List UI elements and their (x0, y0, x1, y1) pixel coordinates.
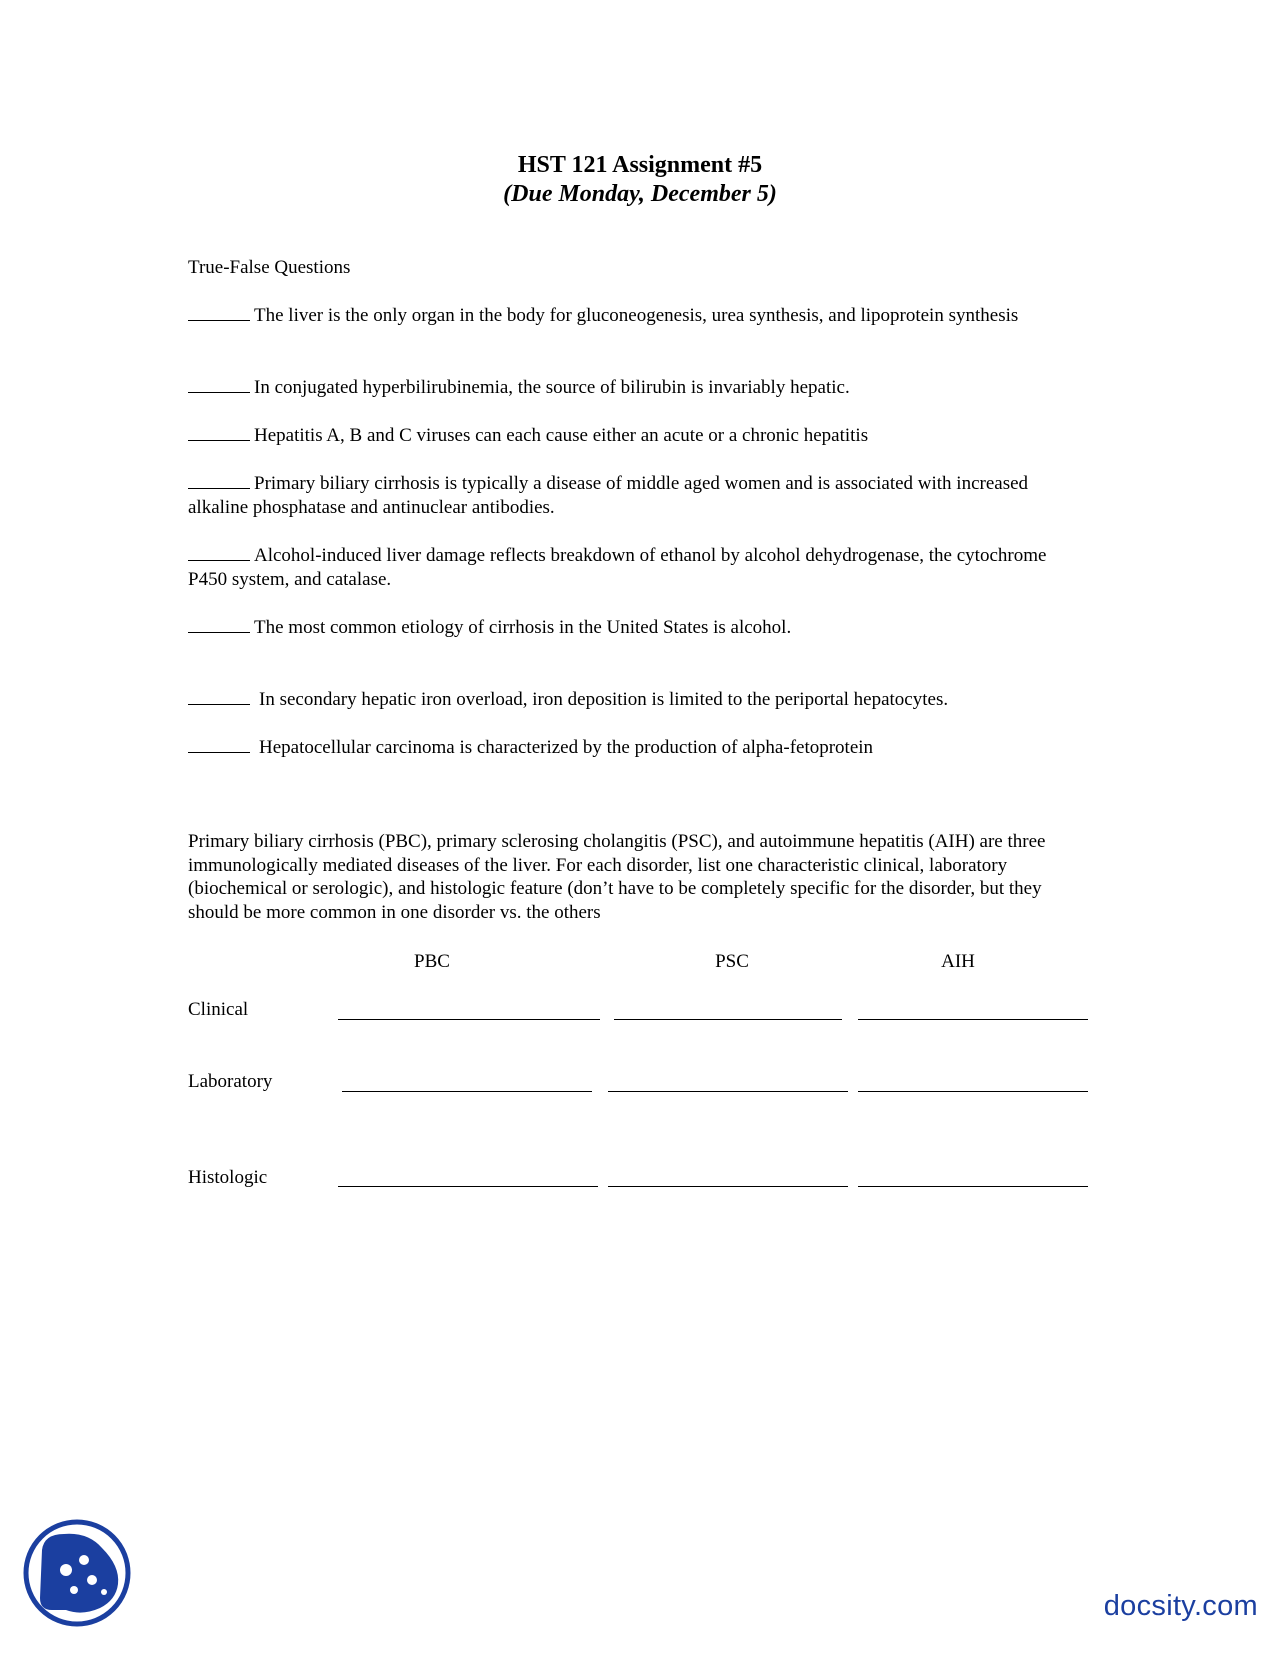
question-3 (188, 423, 1088, 448)
answer-line-histologic-psc[interactable] (608, 1186, 848, 1187)
question-text: In conjugated hyperbilirubinemia, the source of bilirubin is invariably hepatic. (254, 377, 850, 398)
question-4 (188, 471, 1088, 520)
answer-blank[interactable] (188, 471, 250, 489)
question-2 (188, 375, 1088, 400)
question-1 (188, 303, 1088, 328)
answer-blank[interactable] (188, 687, 250, 705)
question-5 (188, 543, 1088, 592)
answer-blank[interactable] (188, 615, 250, 633)
question-text: In secondary hepatic iron overload, iron deposition is limited to the periportal hepatocytes. (259, 689, 949, 710)
docsity-brand-link[interactable]: docsity.com (1103, 1590, 1258, 1622)
answer-line-laboratory-psc[interactable] (608, 1091, 848, 1092)
answer-blank[interactable] (188, 375, 250, 393)
section-heading: True-False Questions (188, 257, 351, 278)
answer-blank[interactable] (188, 735, 250, 753)
question-7 (188, 687, 1088, 712)
row-label-laboratory: Laboratory (188, 1071, 273, 1092)
answer-line-clinical-aih[interactable] (858, 1019, 1088, 1020)
column-header-pbc: PBC (414, 951, 450, 972)
answer-line-histologic-pbc[interactable] (338, 1186, 598, 1187)
question-text: The liver is the only organ in the body for gluconeogenesis, urea synthesis, and lipoprotein synthesis (254, 305, 1019, 326)
answer-blank[interactable] (188, 543, 250, 561)
document-subtitle: (Due Monday, December 5) (503, 181, 777, 207)
answer-blank[interactable] (188, 423, 250, 441)
question-6 (188, 615, 1088, 640)
answer-line-laboratory-aih[interactable] (858, 1091, 1088, 1092)
row-label-clinical: Clinical (188, 999, 249, 1020)
instructions-paragraph: Primary biliary cirrhosis (PBC), primary sclerosing cholangitis (PSC), and autoimmune hepatitis (AIH) are three immunologically mediated diseases of the liver. For each disorder, list one characteristic clinical, laboratory (biochemical or serologic), and histologic feature (don’t have to be completely specific for the disorder, but they should be more common in one disorder vs. the others (188, 831, 1046, 923)
answer-line-histologic-aih[interactable] (858, 1186, 1088, 1187)
answer-line-clinical-psc[interactable] (614, 1019, 842, 1020)
question-text: Hepatocellular carcinoma is characterized by the production of alpha-fetoprotein (259, 737, 874, 758)
column-header-aih: AIH (941, 951, 975, 972)
answer-line-laboratory-pbc[interactable] (342, 1091, 592, 1092)
document-title: HST 121 Assignment #5 (517, 152, 763, 178)
answer-blank[interactable] (188, 303, 250, 321)
question-text: Hepatitis A, B and C viruses can each cause either an acute or a chronic hepatitis (254, 425, 869, 446)
docsity-logo-icon (22, 1518, 132, 1628)
question-text: Alcohol-induced liver damage reflects breakdown of ethanol by alcohol dehydrogenase, the cytochrome P450 system, and catalase. (188, 545, 1047, 590)
row-label-histologic: Histologic (188, 1167, 268, 1188)
column-header-psc: PSC (715, 951, 749, 972)
question-text: Primary biliary cirrhosis is typically a disease of middle aged women and is associated with increased alkaline phosphatase and antinuclear antibodies. (188, 473, 1029, 518)
question-text: The most common etiology of cirrhosis in the United States is alcohol. (254, 617, 792, 638)
question-8 (188, 735, 1088, 760)
answer-line-clinical-pbc[interactable] (338, 1019, 600, 1020)
